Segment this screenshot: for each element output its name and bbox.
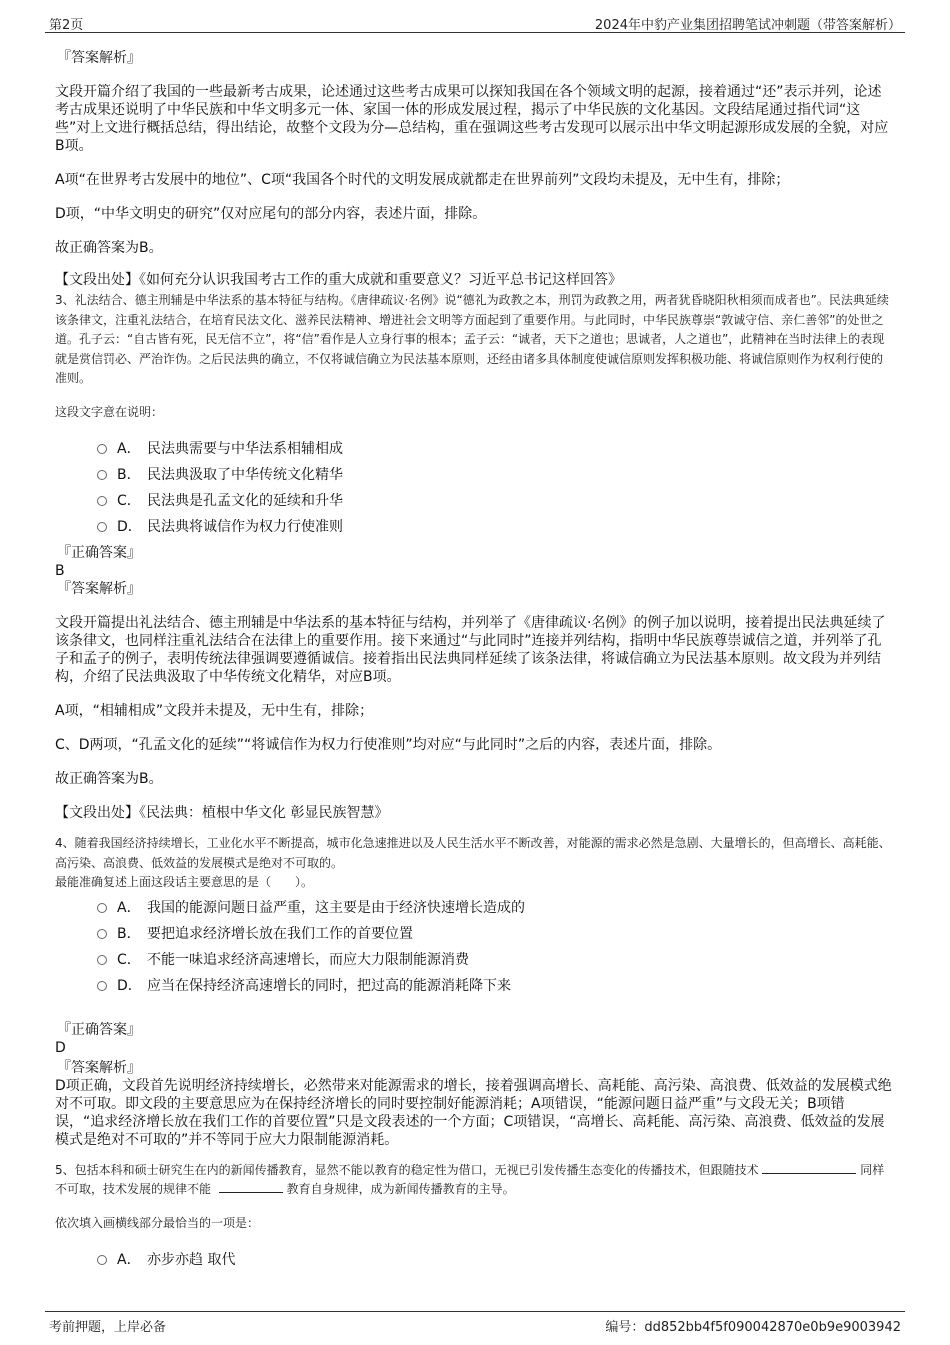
radio-icon[interactable]: [97, 981, 107, 991]
q2-analysis-paragraph-4: 故正确答案为B。: [55, 240, 163, 256]
q3-analysis-paragraph-4: 故正确答案为B。: [55, 771, 163, 787]
q3-analysis-label: 『答案解析』: [57, 581, 141, 597]
q4-stem: 4、随着我国经济持续增长，工业化水平不断提高，城市化急速推进以及人民生活水平不断改善，对能源的需求必然是急剧、大量增长的，但高增长、高耗能、高污染、高浪费、低效益的发展模式是绝对不可取的。: [55, 836, 891, 870]
page-header: [45, 12, 905, 33]
q4-correct-label: 『正确答案』: [57, 1021, 141, 1038]
q4-option-a[interactable]: A． 我国的能源问题日益严重，这主要是由于经济快速增长造成的: [97, 895, 892, 921]
q3-analysis-paragraph-3: C、D两项，“孔孟文化的延续”“将诚信作为权力行使准则”均对应“与此同时”之后的内容，表述片面，排除。: [55, 737, 722, 753]
radio-icon[interactable]: [97, 903, 107, 913]
radio-icon[interactable]: [97, 522, 107, 532]
q4-option-c[interactable]: C． 不能一味追求经济高速增长，而应大力限制能源消费: [97, 947, 892, 973]
footer-slogan: 考前押题，上岸必备: [49, 1320, 167, 1335]
q3-correct-answer: B: [55, 563, 65, 579]
q5-prompt: 依次填入画横线部分最恰当的一项是：: [55, 1215, 260, 1230]
q5-option-a[interactable]: A． 亦步亦趋 取代: [97, 1247, 892, 1273]
q4-analysis-label: 『答案解析』: [57, 1059, 141, 1076]
q3-analysis-paragraph-1: 文段开篇提出礼法结合、德主刑辅是中华法系的基本特征与结构，并列举了《唐律疏议·名例》的例子加以说明，接着提出民法典延续了该条律文，也同样注重礼法结合在法律上的重要作用。接下来通过“与此同时”连接并列结构，指明中华民族尊崇诚信之道，并列举了孔子和孟子的例子，表明传统法律强调要遵循诚信。接着指出民法典同样延续了该条法律，将诚信确立为民法基本原则。故文段为并列结构，介绍了民法典汲取了中华传统文化精华，对应B项。: [55, 615, 886, 685]
q3-options: [55, 436, 892, 540]
q2-source: 【文段出处】《如何充分认识我国考古工作的重大成就和重要意义？习近平总书记这样回答》: [55, 272, 622, 288]
radio-icon[interactable]: [97, 955, 107, 965]
document-title: 2024年中豹产业集团招聘笔试冲刺题（带答案解析）: [594, 18, 901, 33]
q4-correct-answer: D: [55, 1039, 66, 1056]
q4-analysis-paragraph: D项正确，文段首先说明经济持续增长，必然带来对能源需求的增长，接着强调高增长、高耗能、高污染、高浪费、低效益的发展模式绝对不可取。即文段的主要意思应为在保持经济增长的同时要控制好能源消耗；A项错误，“能源问题日益严重”与文段无关；B项错误，“追求经济增长放在我们工作的首要位置”只是文段表述的一个方面；C项错误，“高增长、高耗能、高污染、高浪费、低效益的发展模式是绝对不可取的”并不等同于应大力限制能源消耗。: [55, 1077, 892, 1148]
q3-option-b[interactable]: B． 民法典汲取了中华传统文化精华: [97, 462, 892, 488]
q3-stem: 3、礼法结合、德主刑辅是中华法系的基本特征与结构。《唐律疏议·名例》说“德礼为政教之本，刑罚为政教之用，两者犹昏晓阳秋相须而成者也”。民法典延续该条律文，注重礼法结合，在培育民法文化、滋养民法精神、增进社会文明等方面起到了重要作用。与此同时，中华民族尊崇“敦诚守信、亲仁善邻”的处世之道。孔子云：“自古皆有死，民无信不立”，将“信”看作是人立身行事的根本；孟子云：“诚者，天下之道也；思诚者，人之道也”，此精神在当时法律上的表现就是赏信罚必、严治诈伪。之后民法典的确立，不仅将诚信确立为民法基本原则，还经由诸多具体制度使诚信原则发挥积极功能、将诚信原则作为权利行使的准则。: [55, 293, 889, 385]
q4-options: [55, 895, 892, 999]
q3-option-d[interactable]: D． 民法典将诚信作为权力行使准则: [97, 514, 892, 540]
q2-analysis-paragraph-1: 文段开篇介绍了我国的一些最新考古成果，论述通过这些考古成果可以探知我国在各个领域文明的起源，接着通过“还”表示并列，论述考古成果还说明了中华民族和中华文明多元一体、家国一体的形成发展过程，揭示了中华民族的文化基因。文段结尾通过指代词“这些”对上文进行概括总结，得出结论，故整个文段为分—总结构，重在强调这些考古发现可以展示出中华文明起源形成发展的全貌，对应B项。: [55, 84, 889, 154]
q2-analysis-paragraph-2: A项“在世界考古发展中的地位”、C项“我国各个时代的文明发展成就都走在世界前列”文段均未提及，无中生有，排除；: [55, 172, 790, 188]
q5-blank-2: [219, 1180, 283, 1193]
q5-blank-1: [762, 1161, 856, 1174]
q3-option-c[interactable]: C． 民法典是孔孟文化的延续和升华: [97, 488, 892, 514]
q3-source: 【文段出处】《民法典：植根中华文化 彰显民族智慧》: [55, 805, 389, 821]
q3-analysis-paragraph-2: A项，“相辅相成”文段并未提及，无中生有，排除；: [55, 703, 374, 719]
q5-options: [55, 1247, 892, 1273]
q3-prompt: 这段文字意在说明：: [55, 404, 164, 419]
q4-option-b[interactable]: B． 要把追求经济增长放在我们工作的首要位置: [97, 921, 892, 947]
page-footer: [45, 1311, 905, 1336]
q2-analysis-label: 『答案解析』: [57, 50, 141, 66]
q5-stem: 5、包括本科和硕士研究生在内的新闻传播教育，显然不能以教育的稳定性为借口，无视已引发传播生态变化的传播技术，但跟随技术 同样不可取，技术发展的规律不能 教育自身规律，成为新闻传播教育的主导。: [55, 1162, 885, 1196]
q2-analysis-paragraph-3: D项，“中华文明史的研究”仅对应尾句的部分内容，表述片面，排除。: [55, 206, 487, 222]
q3-option-a[interactable]: A． 民法典需要与中华法系相辅相成: [97, 436, 892, 462]
page-content: [55, 46, 892, 1273]
radio-icon[interactable]: [97, 444, 107, 454]
q4-prompt: 最能准确复述上面这段话主要意思的是（ ）。: [55, 875, 314, 889]
radio-icon[interactable]: [97, 1255, 107, 1265]
page-number: 第2页: [49, 18, 84, 33]
q3-correct-label: 『正确答案』: [57, 545, 141, 561]
document-id: 编号：dd852bb4f5f090042870e0b9e9003942: [605, 1320, 901, 1335]
radio-icon[interactable]: [97, 496, 107, 506]
q4-option-d[interactable]: D． 应当在保持经济高速增长的同时，把过高的能源消耗降下来: [97, 973, 892, 999]
radio-icon[interactable]: [97, 929, 107, 939]
radio-icon[interactable]: [97, 470, 107, 480]
